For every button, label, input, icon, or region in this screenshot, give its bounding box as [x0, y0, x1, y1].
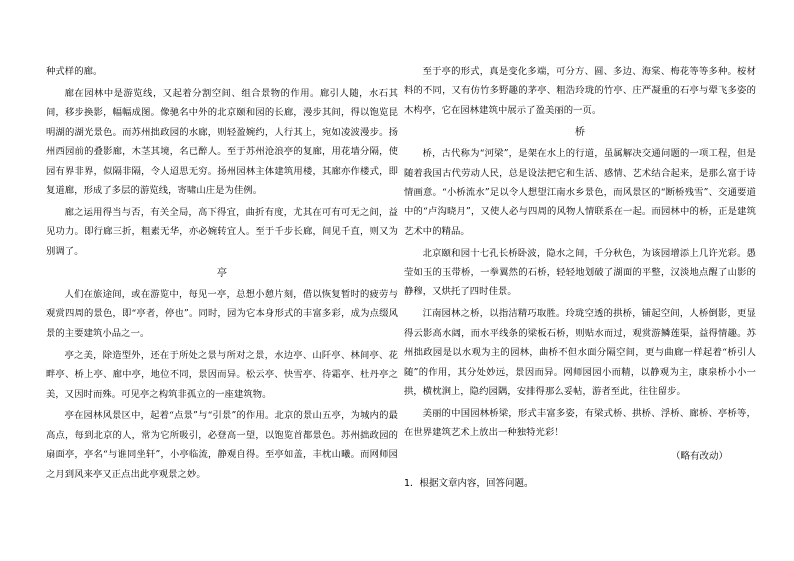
left-column	[46, 62, 398, 487]
section-heading-bridge: 桥	[575, 126, 585, 138]
paragraph-bridge-intro: 桥，古代称为“河梁”，是架在水上的行道，虽属解决交通问题的一项工程，但是随着我国古代劳动人民，总是设法把它和生活、感情、艺术结合起来，是那么富于诗情画意。“小桥流水”足以令人想望江南水乡景色，而风景区的“断桥残雪”、交通要道中的“卢沟晓月”，又使人必与四周的风物人情联系在一起。而园林中的桥，正是建筑艺术中的精品。	[404, 148, 756, 237]
paragraph-corridor-function: 廊在园林中是游览线，又起着分割空间、组合景物的作用。廊引人随，水石其间，移步换影，幅幅成图。像驰名中外的北京颐和园的长廊，漫步其间，得以饱览昆明湖的湖光景色。而苏州拙政园的水廊，则轻盈婉约，人行其上，宛如凌波漫步。扬州西园前的叠影廊，木茎其境，名已醉人。至于苏州沧浪亭的复廊，用花墙分隔，使园有界非界，似隔非隔，令人迢思无穷。扬州园林主体建筑用楼，其廊亦作楼式，即复道廊，形成了多层的游览线，寄啸山庄是为佳例。	[46, 87, 398, 196]
paragraph-corridor-usage: 廊之运用得当与否，有关全局，高下得宜，曲折有度，尤其在可有可无之间，益见功力。即行廊三折，粗素无华，亦必婉转宜人。至于千步长廊，间见千直，则又为别调了。	[46, 206, 398, 257]
paragraph-bridge-beijing: 北京颐和园十七孔长桥卧波，隐水之间，千分秋色，为该园增添上几许光彩。愚莹如玉的玉带桥，一拳翼然的石桥，轻轻地划破了湖面的平整，汉淡地点醒了山影的静穆，又烘托了四时佳景。	[404, 247, 756, 298]
section-heading-pavilion: 亭	[217, 267, 227, 279]
source-note: （略有改动）	[670, 450, 728, 462]
paragraph-bridge-jiangnan: 江南园林之桥，以指洁精巧取胜。玲珑空透的拱桥，铺起空间，人桥倒影，更显得云影高水阔，而水平线条的梁板石桥，则贴水而过，观赏游鳞莲渠，益得情趣。苏州拙政园是以水观为主的园林，曲桥不但水面分隔空间，更与曲廊一样起着“桥引人随”的作用，其分处妙远，景因而异。网师园园小而精，以静观为主，康泉桥小小一拱，横枕涧上，隐约园隅，安排得那么妥帖，游者至此，往往留步。	[404, 308, 756, 397]
paragraph-pavilion-intro: 人们在旅途间，或在游览中，每见一亭，总想小憩片刻，借以恢复暂时的疲劳与观赏四周的景色，即“亭者，停也”。同时，园为它本身形式的丰富多彩，成为点缀风景的主要建筑小品之一。	[46, 288, 398, 339]
paragraph-pavilion-beauty: 亭之美，除造型外，还在于所处之景与所对之景，水边亭、山阡亭、林间亭、花畔亭、桥上亭、廊中亭，地位不同，景因而异。松云亭、快雪亭、待霜亭、杜丹亭之美，又因时而殊。可见亭之构筑非孤立的一座建筑物。	[46, 349, 398, 400]
paragraph-pavilion-role: 亭在园林风景区中，起着“点景”与“引景”的作用。北京的景山五亭，为城内的最高点，每到北京的人，常为它所吸引，必登高一望，以饱览首都景色。苏州拙政园的扇面亭，亭名“与谁同坐轩”，小亭临流，静观自得。至亭如盖，丰枕山曦。而网师园之月到风来亭又正点出此亭观景之妙。	[46, 410, 398, 480]
paragraph-pavilion-forms: 至于亭的形式，真是变化多端，可分方、圆、多边、海棠、梅花等等多种。桉材料的不同，又有仿竹多野趣的茅亭、粗浩玲珑的竹亭、庄严凝重的石亭与翚飞多姿的木构亭，它在园林建筑中展示了盈美丽的一页。	[404, 66, 756, 116]
question-1: 1．根据文章内容，回答问题。	[404, 478, 534, 490]
paragraph-corridor-end: 种式样的廊。	[46, 66, 103, 77]
right-column	[404, 62, 756, 494]
paragraph-bridge-conclusion: 美丽的中国园林桥梁，形式丰富多姿，有梁式桥、拱桥、浮桥、廊桥、亭桥等，在世界建筑艺术上放出一种独特光彩！	[404, 407, 756, 439]
